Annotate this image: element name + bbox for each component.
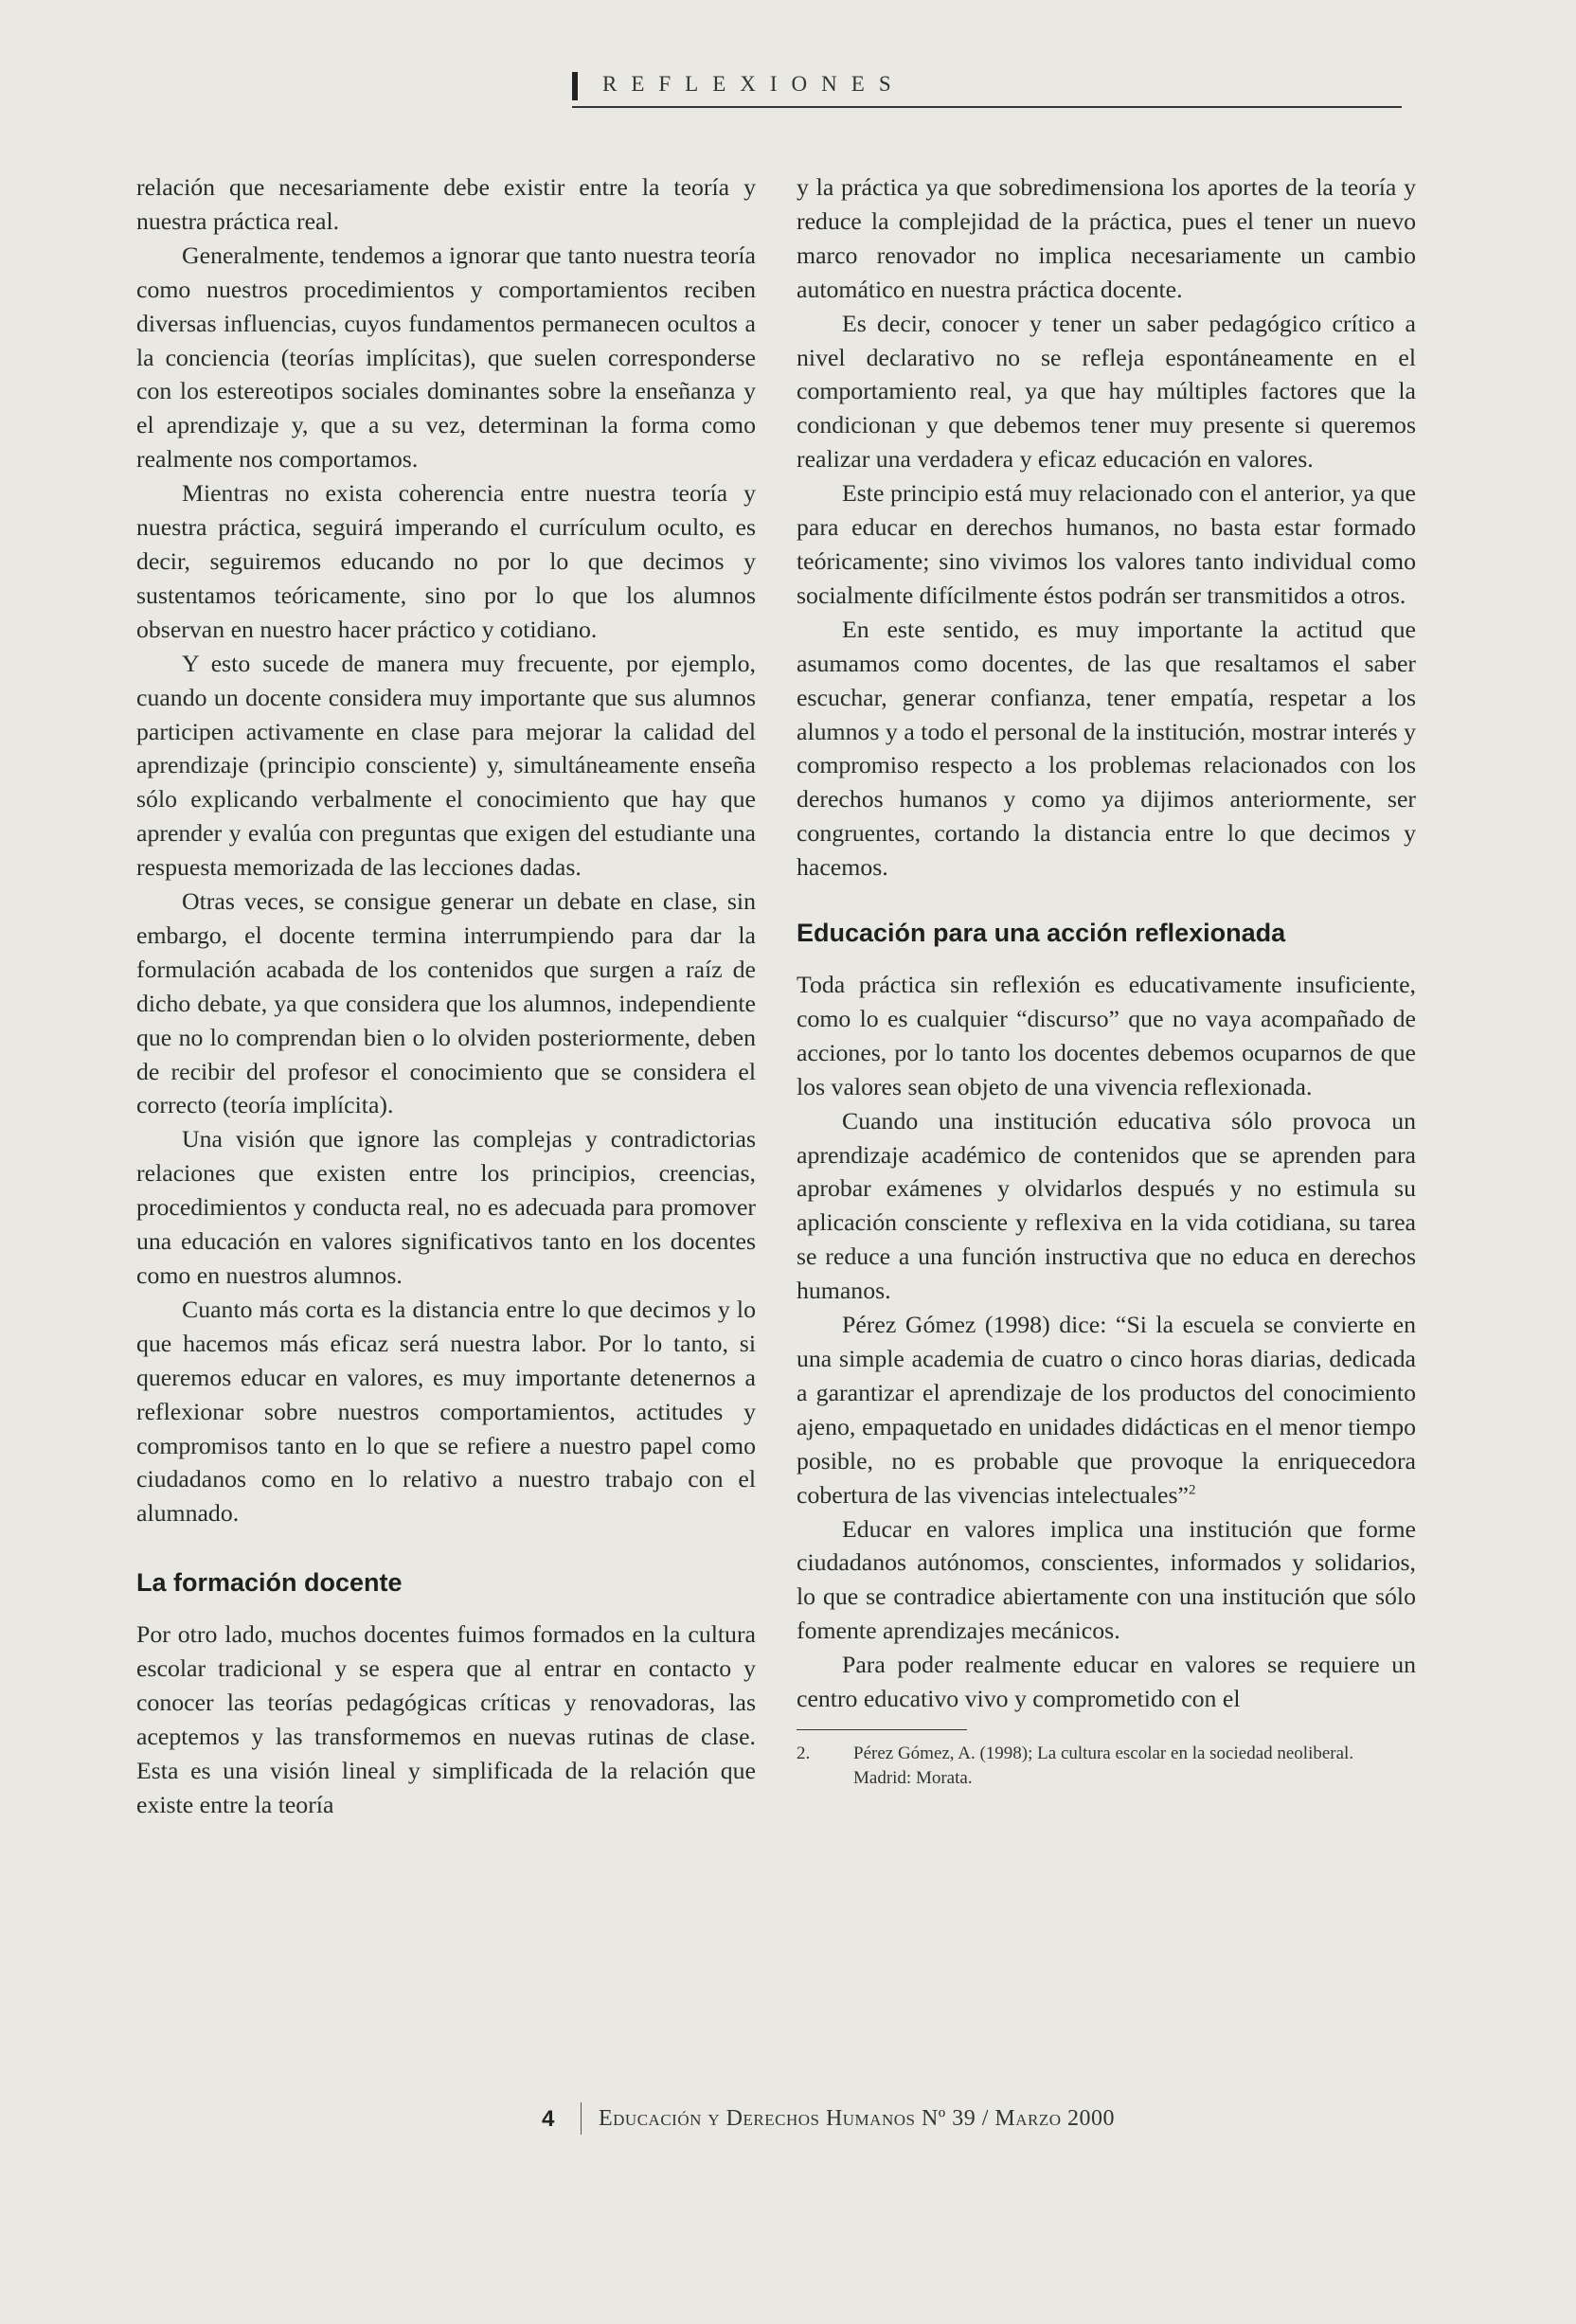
- paragraph: Y esto sucede de manera muy frecuente, por ejemplo, cuando un docente considera muy importante que sus alumnos participen activamente en clase para mejorar la calidad del aprendizaje (principio consciente) y, simultáneamente enseña sólo explicando verbalmente el conocimiento que hay que aprender y evalúa con preguntas que exigen del estudiante una respuesta memorizada de las lecciones dadas.: [136, 649, 756, 882]
- footnote-rule: [797, 1729, 967, 1730]
- paragraph: Otras veces, se consigue generar un debate en clase, sin embargo, el docente termina interrumpiendo para dar la formulación acabada de los contenidos que surgen a raíz de dicho debate, ya que considera que los alumnos, independiente que no lo comprendan bien o lo olviden posteriormente, deben de recibir del profesor el conocimiento que se considera el correcto (teoría implícita).: [136, 887, 756, 1119]
- right-column: [797, 170, 1416, 1791]
- section-label: REFLEXIONES: [602, 72, 905, 96]
- paragraph: Para poder realmente educar en valores se requiere un centro educativo vivo y comprometido con el: [797, 1651, 1416, 1713]
- paragraph: Cuanto más corta es la distancia entre lo que decimos y lo que hacemos más eficaz será nuestra labor. Por lo tanto, si queremos educar en valores, es muy importante detenernos a reflexionar sobre nuestros comportamientos, actitudes y compromisos tanto en lo que se refiere a nuestro papel como ciudadanos como en lo relativo a nuestro trabajo con el alumnado.: [136, 1295, 756, 1528]
- section-heading: Educación para una acción reflexionada: [797, 919, 1286, 948]
- footnote-number: 2.: [797, 1743, 811, 1763]
- paragraph: En este sentido, es muy importante la actitud que asumamos como docentes, de las que resaltamos el saber escuchar, generar confianza, tener empatía, respetar a los alumnos y a todo el personal de la institución, mostrar interés y compromiso respecto a los problemas relacionados con los derechos humanos y como ya dijimos anteriormente, ser congruentes, cortando la distancia entre lo que decimos y hacemos.: [797, 615, 1416, 882]
- paragraph: y la práctica ya que sobredimensiona los aportes de la teoría y reduce la complejidad de la práctica, pues el tener un nuevo marco renovador no implica necesariamente un cambio automático en nuestra práctica docente.: [797, 173, 1416, 303]
- page-number: 4: [542, 2106, 555, 2132]
- paragraph: Educar en valores implica una institución que forme ciudadanos autónomos, conscientes, informados y solidarios, lo que se contradice abiertamente con una institución que sólo fomente aprendizajes mecánicos.: [797, 1514, 1416, 1645]
- section-heading: La formación docente: [136, 1568, 403, 1598]
- paragraph: Toda práctica sin reflexión es educativamente insuficiente, como lo es cualquier “discurso” que no vaya acompañado de acciones, por lo tanto los docentes debemos ocuparnos de que los valores sean objeto de una vivencia reflexionada.: [797, 971, 1416, 1100]
- paragraph: Mientras no exista coherencia entre nuestra teoría y nuestra práctica, seguirá imperando el currículum oculto, es decir, seguiremos educando no por lo que decimos y sustentamos teóricamente, sino por lo que los alumnos observan en nuestro hacer práctico y cotidiano.: [136, 479, 756, 643]
- paragraph: relación que necesariamente debe existir entre la teoría y nuestra práctica real.: [136, 173, 756, 235]
- paragraph: Por otro lado, muchos docentes fuimos formados en la cultura escolar tradicional y se espera que al entrar en contacto y conocer las teorías pedagógicas críticas y renovadoras, las aceptemos y las transformemos en nuevas rutinas de clase. Esta es una visión lineal y simplificada de la relación que existe entre la teoría: [136, 1620, 756, 1818]
- journal-info: Educación y Derechos Humanos Nº 39 / Marzo 2000: [599, 2106, 1116, 2131]
- paragraph: Una visión que ignore las complejas y contradictorias relaciones que existen entre los principios, creencias, procedimientos y conducta real, no es adecuada para promover una educación en valores significativos tanto en los docentes como en nuestros alumnos.: [136, 1125, 756, 1289]
- footer-separator: [581, 2102, 582, 2135]
- header-bar: [572, 72, 578, 100]
- header-rule: [572, 106, 1402, 108]
- footnote: [797, 1742, 1416, 1791]
- page-footer: [0, 2101, 1576, 2138]
- paragraph: Generalmente, tendemos a ignorar que tanto nuestra teoría como nuestros procedimientos y comportamientos reciben diversas influencias, cuyos fundamentos permanecen ocultos a la conciencia (teorías implícitas), que suelen corresponderse con los estereotipos sociales dominantes sobre la enseñanza y el aprendizaje y, que a su vez, determinan la forma como realmente nos comportamos.: [136, 241, 756, 474]
- paragraph: Este principio está muy relacionado con el anterior, ya que para educar en derechos humanos, no basta estar formado teóricamente; sino vivimos los valores tanto individual como socialmente difícilmente éstos podrán ser transmitidos a otros.: [797, 479, 1416, 609]
- footnote-text: Pérez Gómez, A. (1998); La cultura escolar en la sociedad neoliberal. Madrid: Morata.: [853, 1743, 1354, 1788]
- left-column: [136, 170, 756, 1822]
- paragraph: Es decir, conocer y tener un saber pedagógico crítico a nivel declarativo no se refleja espontáneamente en el comportamiento real, ya que hay múltiples factores que la condicionan y que debemos tener muy presente si queremos realizar una verdadera y eficaz educación en valores.: [797, 309, 1416, 474]
- footnote-ref: 2: [1189, 1482, 1196, 1498]
- quote-text: Pérez Gómez (1998) dice: “Si la escuela se convierte en una simple academia de cuatro o cinco horas diarias, dedicada a garantizar el aprendizaje de los productos del conocimiento ajeno, empaquetado en unidades didácticas en el menor tiempo posible, no es probable que provoque la enriquecedora cobertura de las vivencias intelectuales”: [797, 1311, 1416, 1509]
- paragraph: Cuando una institución educativa sólo provoca un aprendizaje académico de contenidos que se aprenden para aprobar exámenes y olvidarlos después y no estimula su aplicación consciente y reflexiva en la vida cotidiana, su tarea se reduce a una función instructiva que no educa en derechos humanos.: [797, 1106, 1416, 1305]
- quote-paragraph: [797, 1308, 1416, 1511]
- running-head: [572, 70, 1402, 108]
